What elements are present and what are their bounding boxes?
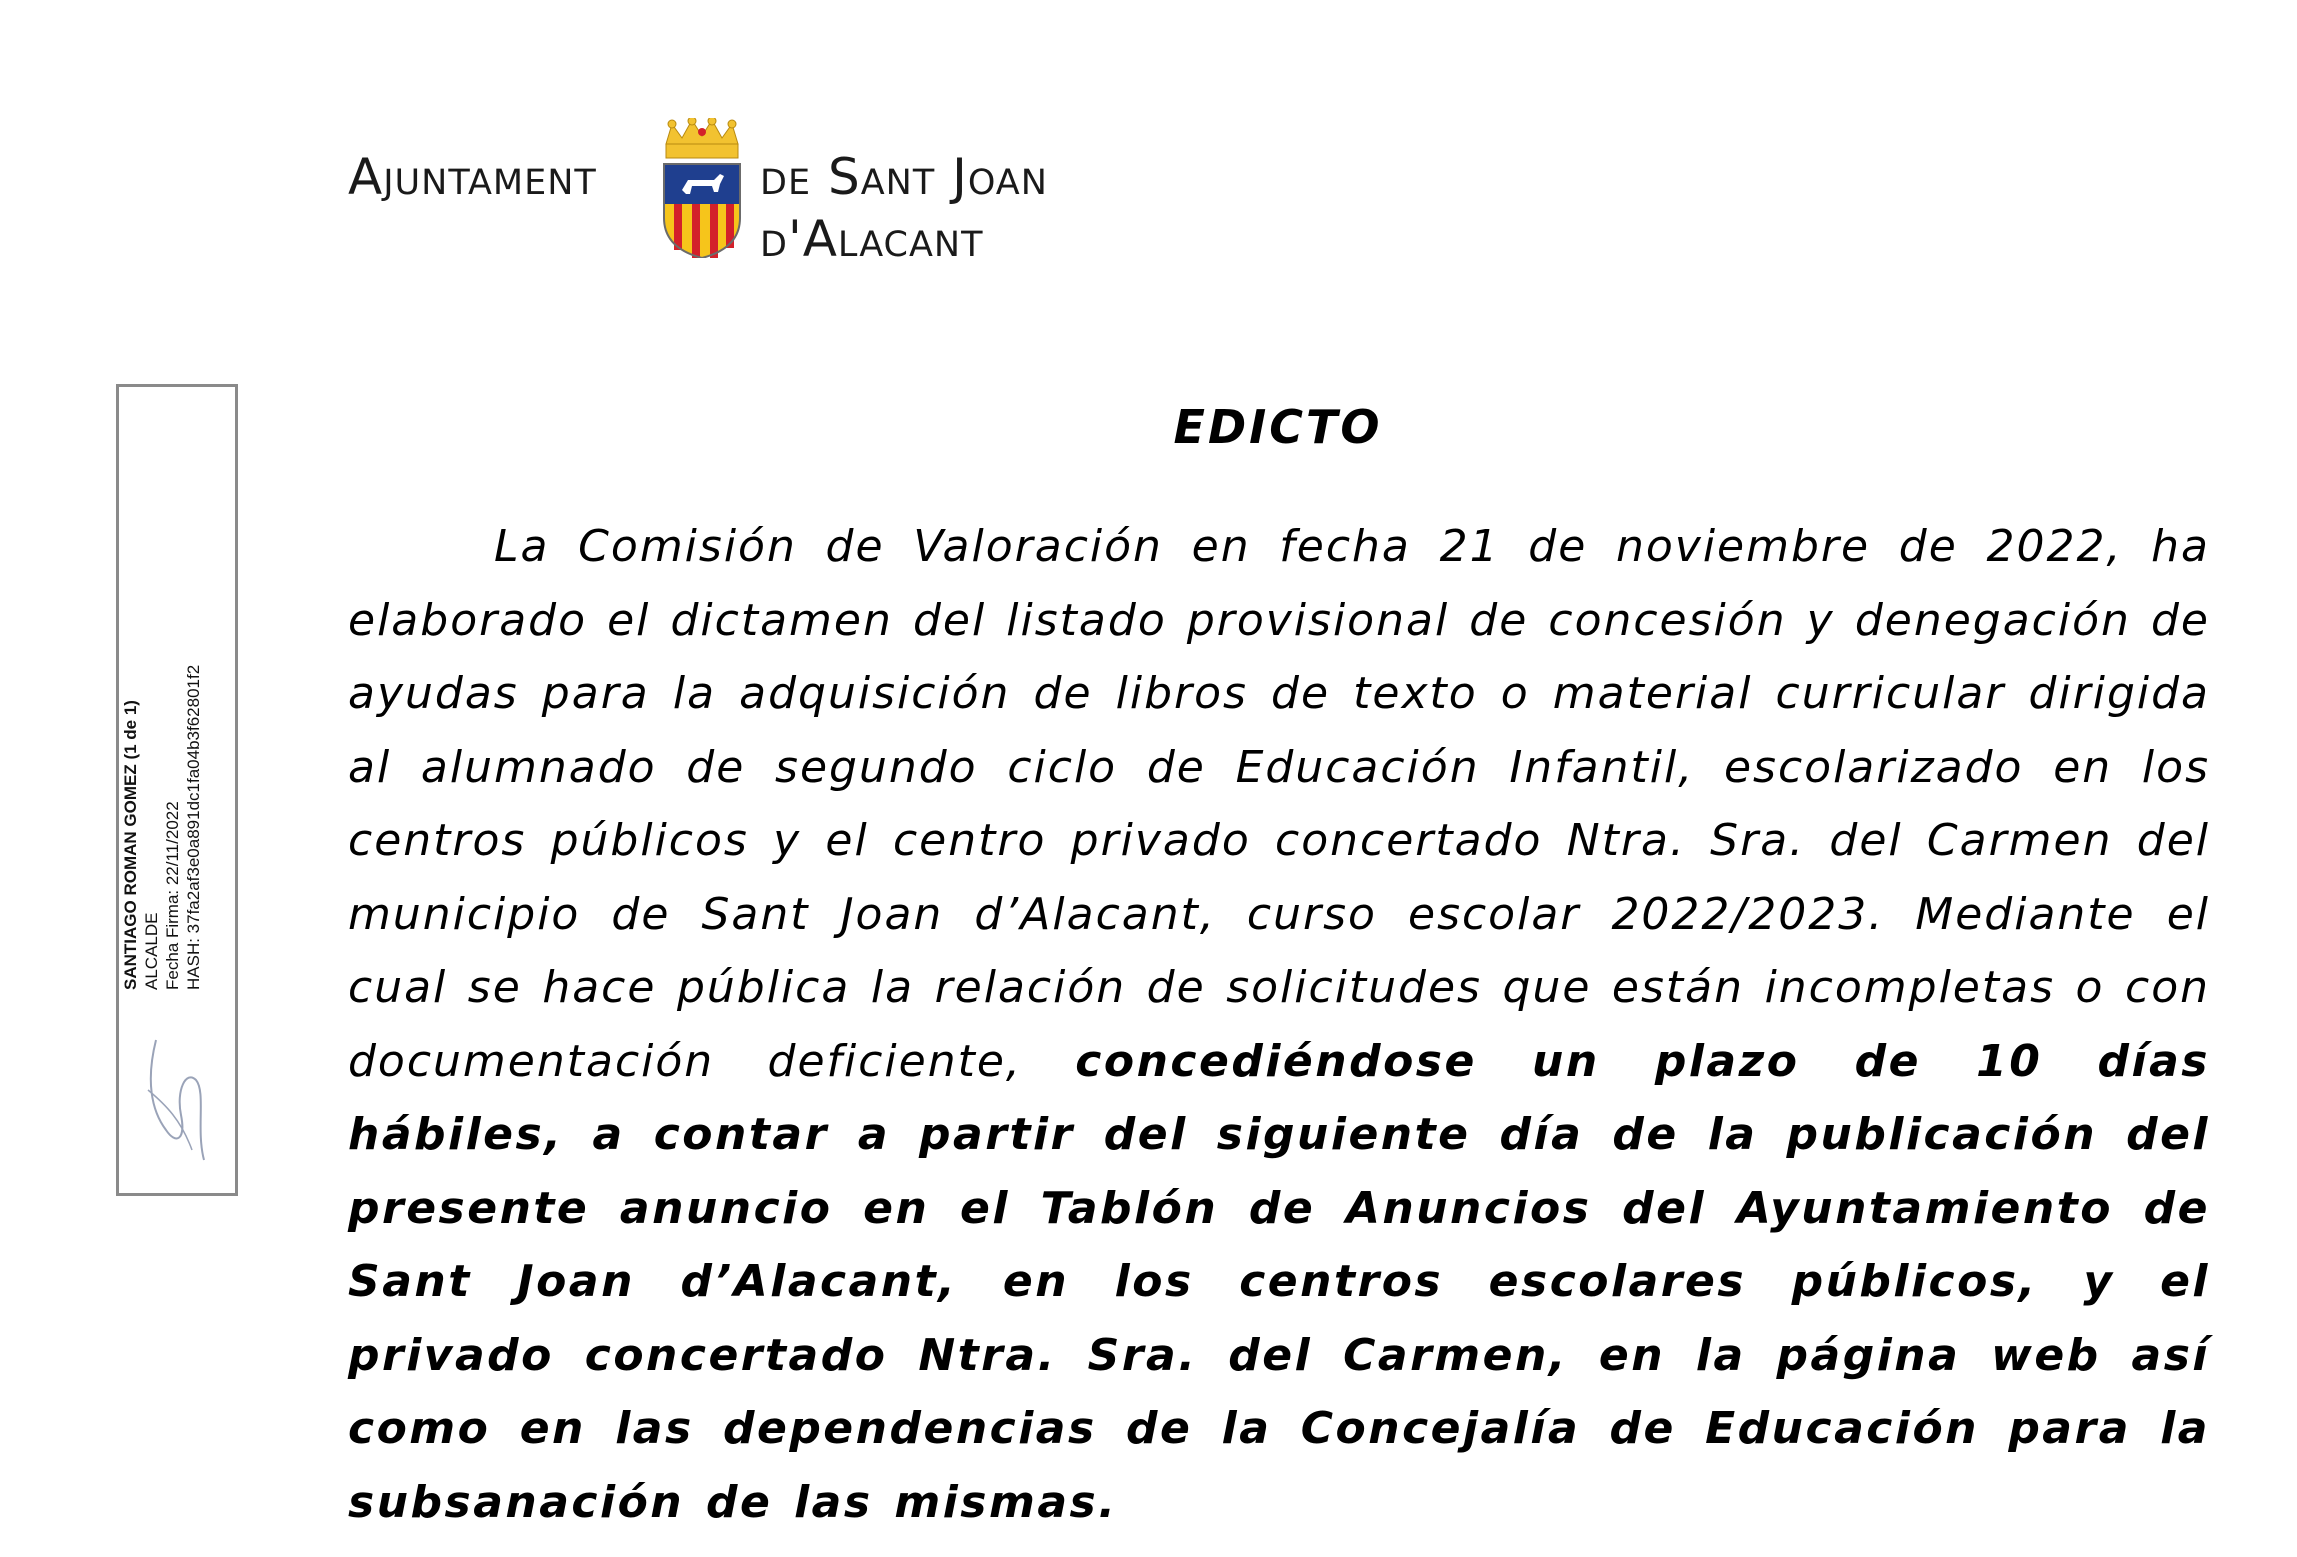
signature-date: Fecha Firma: 22/11/2022 — [163, 801, 182, 990]
signature-hash: HASH: 37fa2af3e0a891dc1fa04b3f62801f2 — [184, 664, 203, 990]
letterhead-word-right-2: d'Alacant — [760, 210, 984, 268]
handwritten-signature-icon — [126, 1020, 226, 1170]
letterhead-word-left: Ajuntament — [348, 148, 597, 206]
letterhead-word-right-1: de Sant Joan — [760, 148, 1048, 206]
paragraph-normal: La Comisión de Valoración en fecha 21 de noviembre de 2022, ha elaborado el dictamen del listado provisional de concesión y denegación de ayudas para la adquisición de libros de texto o material curricular dirigida al alumnado de segundo ciclo de Educación Infantil, escolarizado en los centros públicos y el centro privado concertado Ntra. Sra. del Carmen del municipio de Sant Joan d’Alacant, curso escolar 2022/2023. Mediante el cual se hace pública la relación de solicitudes que están incompletas o con documentación deficiente, — [348, 521, 2210, 1087]
document-title: EDICTO — [1173, 400, 1383, 454]
signer-role: ALCALDE — [142, 912, 161, 990]
letterhead — [348, 118, 1108, 268]
coat-of-arms-icon — [658, 118, 746, 258]
document-body — [348, 510, 2210, 1539]
signer-name: SANTIAGO ROMAN GOMEZ (1 de 1) — [121, 700, 140, 990]
paragraph-bold: concediéndose un plazo de 10 días hábiles, a contar a partir del siguiente día de la publicación del presente anuncio en el Tablón de Anuncios del Ayuntamiento de Sant Joan d’Alacant, en los centros escolares públicos, y el privado concertado Ntra. Sra. del Carmen, en la página web así como en las dependencias de la Concejalía de Educación para la subsanación de las mismas. — [348, 1035, 2211, 1528]
signature-text — [120, 470, 230, 990]
